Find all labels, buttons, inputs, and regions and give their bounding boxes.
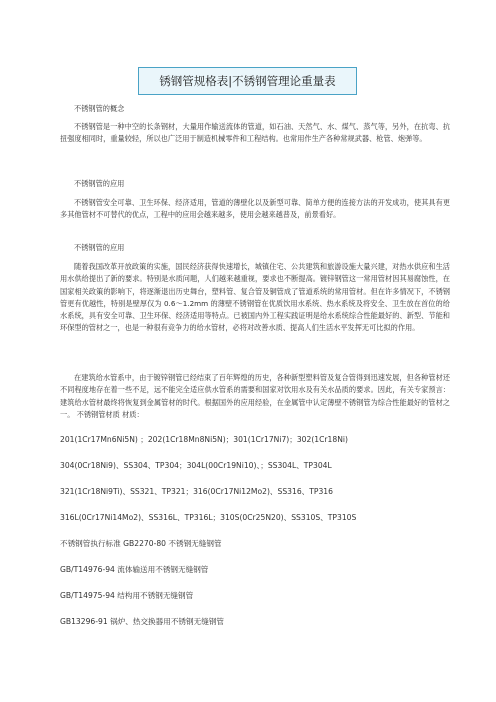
section-heading-application-1: 不锈钢管的应用 [74, 179, 125, 188]
standard-line: GB13296-91 锅炉、热交换器用不锈钢无缝钢管 [60, 617, 224, 626]
paragraph-building-water: 在建筑给水管系中，由于镀锌钢管已经结束了百年辉煌的历史，各种新型塑料管及复合管得到迅速发展，但各种管材还不同程度地存在着一些不足，远不能完全适应供水管系的需要和国家对饮用水及有关水品质的要求。因此，有关专家预言：建筑给水管材最终将恢复到金属管材的时代。根据国外的应用经验，在金属管中认定薄壁不锈钢管为综合性能最好的管材之一。 不锈钢管材质 材质： [60, 373, 450, 419]
section-heading-concept: 不锈钢管的概念 [74, 104, 125, 113]
standard-line: GB/T14975-94 结构用不锈钢无缝钢管 [60, 591, 194, 600]
spec-line: 321(1Cr18Ni9Ti)、SS321、TP321；316(0Cr17Ni12Mo2)、SS316、TP316 [60, 487, 333, 496]
paragraph-application-1: 不锈钢管安全可靠、卫生环保、经济适用，管道的薄壁化以及新型可靠、简单方便的连接方法的开发成功，使其具有更多其他管材不可替代的优点，工程中的应用会越来越多，使用会越来越普及，前景看好。 [60, 198, 450, 220]
paragraph-concept: 不锈钢管是一种中空的长条钢材，大量用作输送流体的管道，如石油、天然气、水、煤气、蒸气等，另外，在抗弯、抗扭强度相同时，重量较轻，所以也广泛用于制造机械零件和工程结构。也常用作生产各种常规武器、枪管、炮弹等。 [60, 122, 450, 144]
page-title: 锈钢管规格表|不锈钢管理论重量表 [138, 67, 357, 95]
standard-line: 不锈钢管执行标准 GB2270-80 不锈钢无缝钢管 [60, 539, 222, 548]
standard-line: GB/T14976-94 流体输送用不锈钢无缝钢管 [60, 565, 209, 574]
spec-line: 304(0Cr18Ni9)、SS304、TP304；304L(00Cr19Ni10)、；SS304L、TP304L [60, 461, 332, 470]
paragraph-application-2: 随着我国改革开放政策的实施，国民经济获得快速增长，城镇住宅、公共建筑和旅游设施大量兴建，对热水供应和生活用水供给提出了新的要求。特别是水质问题，人们越来越重视，要求也不断提高。镀锌钢管这一常用管材因其易腐蚀性，在国家相关政策的影响下，将逐渐退出历史舞台，塑料管、复合管及铜管成了管道系统的常用管材。但在许多情况下，不锈钢管更有优越性，特别是壁厚仅为 0.6～1.2mm 的薄壁不锈钢管在优质饮用水系统、热水系统及将安全、卫生放在首位的给水系统，具有安全可靠、卫生环保、经济适用等特点。已被国内外工程实践证明是给水系统综合性能最好的、新型、节能和环保型的管材之一，也是一种很有竞争力的给水管材，必将对改善水质、提高人们生活水平发挥无可比拟的作用。 [60, 262, 450, 333]
spec-line: 316L(0Cr17Ni14Mo2)、SS316L、TP316L；310S(0Cr25N20)、SS310S、TP310S [60, 513, 357, 522]
spec-line: 201(1Cr17Mn6Ni5N) ；202(1Cr18Mn8Ni5N)；301(1Cr17Ni7)；302(1Cr18Ni) [60, 435, 348, 444]
section-heading-application-2: 不锈钢管的应用 [74, 243, 125, 252]
